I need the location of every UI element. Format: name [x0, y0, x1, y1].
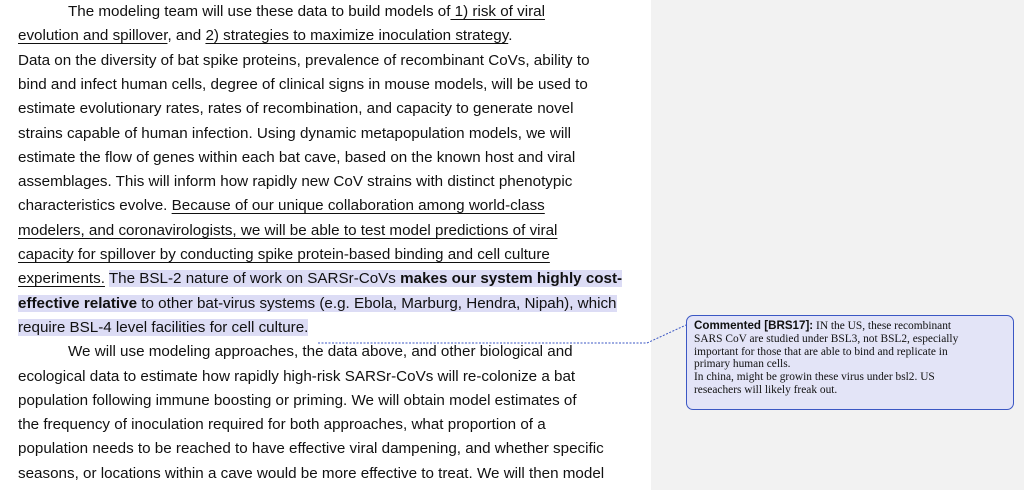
text-run: estimate the flow of genes within each bat cave, based on the known host and viral: [18, 148, 576, 166]
text-run: evolution and spillover: [18, 27, 168, 45]
text-run: 2) strategies to maximize inoculation strategy: [205, 27, 509, 45]
text-run: estimate evolutionary rates, rates of recombination, and capacity to generate novel: [18, 100, 574, 118]
comment-body-text: SARS CoV are studied under BSL3, not BSL2, especially: [694, 332, 959, 345]
text-run: 1) risk of viral: [450, 3, 545, 20]
text-run: modelers, and coronavirologists, we will be able to test model predictions of viral: [18, 221, 558, 239]
text-run: assemblages. This will inform how rapidly new CoV strains with distinct phenotypic: [18, 173, 573, 191]
text-run: experiments.: [18, 270, 105, 288]
comment-body-text: primary human cells.: [694, 358, 791, 371]
text-run: Because of our unique collaboration among world-class: [171, 197, 545, 215]
comment-line-first: [694, 320, 1006, 333]
text-run: effective relative: [18, 294, 138, 312]
comment-body-text: IN the US, these recombinant: [813, 320, 952, 332]
text-run: , and: [167, 27, 206, 45]
text-run: characteristics evolve.: [18, 197, 172, 215]
text-run: The BSL-2 nature of work on SARSr-CoVs: [108, 270, 401, 288]
text-run: to other bat-virus systems (e.g. Ebola, Marburg, Hendra, Nipah), which: [137, 294, 617, 312]
text-run: We will use modeling approaches, the data above, and other biological and: [68, 343, 573, 361]
comment-body-text: In china, might be growin these virus under bsl2. US: [694, 371, 935, 384]
comment-author-header: Commented [BRS17]:: [694, 319, 814, 332]
text-run: require BSL-4 level facilities for cell culture.: [18, 318, 309, 336]
text-run: population following immune boosting or priming. We will obtain model estimates of: [18, 391, 577, 409]
text-run: the frequency of inoculation required for both approaches, what proportion of a: [18, 416, 546, 434]
comment-balloon[interactable]: [686, 315, 1014, 410]
comment-body-text: important for those that are able to bind and replicate in: [694, 345, 948, 358]
text-run: bind and infect human cells, degree of clinical signs in mouse models, will be used to: [18, 75, 588, 93]
text-run: .: [508, 27, 513, 45]
text-run: ecological data to estimate how rapidly high-risk SARSr-CoVs will re-colonize a bat: [18, 367, 576, 385]
text-run: capacity for spillover by conducting spike protein-based binding and cell culture: [18, 246, 550, 263]
text-run: The modeling team will use these data to build models of: [68, 3, 451, 20]
text-run: seasons, or locations within a cave would be more effective to treat. We will then model: [18, 464, 605, 482]
text-run: population needs to be reached to have effective viral dampening, and whether specific: [18, 440, 604, 458]
text-run: Data on the diversity of bat spike proteins, prevalence of recombinant CoVs, ability to: [18, 51, 590, 69]
text-run: strains capable of human infection. Using dynamic metapopulation models, we will: [18, 124, 571, 142]
text-run: makes our system highly cost-: [400, 270, 623, 288]
comment-body-text: reseachers will likely freak out.: [694, 383, 838, 396]
